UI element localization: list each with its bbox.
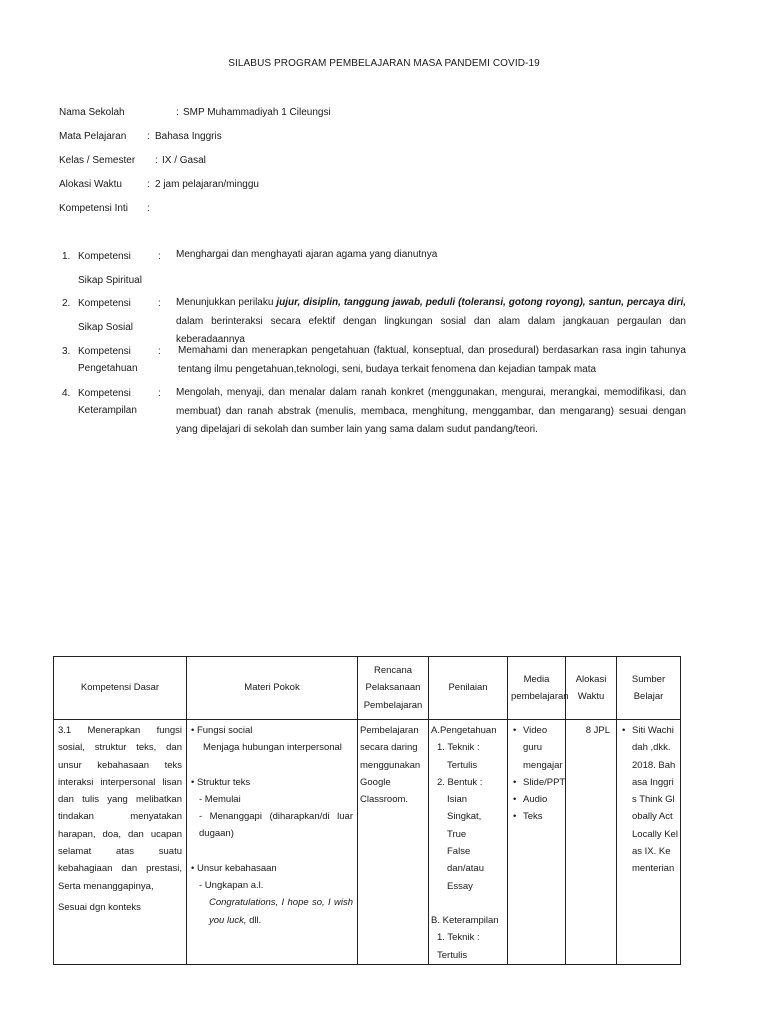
competency-3-type: Pengetahuan bbox=[78, 363, 138, 374]
competency-2-type: Sikap Sosial bbox=[78, 322, 134, 333]
assessment-knowledge-technique-value: Tertulis bbox=[447, 759, 478, 771]
school-name-value: SMP Muhammadiyah 1 Cileungsi bbox=[183, 107, 331, 118]
cell-main-material bbox=[187, 720, 358, 965]
header-assessment: Penilaian bbox=[429, 657, 508, 720]
time-allocation-value: 2 jam pelajaran/minggu bbox=[155, 179, 259, 190]
material-text-structure-title: Struktur teks bbox=[196, 776, 251, 788]
media-list bbox=[511, 722, 566, 826]
competency-4-description: Mengolah, menyaji, dan menalar dalam ranah konkret (menggunakan, mengurai, merangkai, memodifikasi, dan membuat) dan ranah abstrak (menulis, membaca, menghitung, menggambar, dan mengarang) sesuai dengan yang dipelajari di sekolah dan sumber lain yang sama dalam sudut pandang/teori. bbox=[176, 387, 686, 435]
assessment-skills-title: B. Keterampilan bbox=[431, 914, 499, 926]
assessment-knowledge-form: 2. Bentuk : bbox=[437, 776, 483, 788]
bullet-icon: • bbox=[191, 725, 195, 736]
class-semester-label: Kelas / Semester bbox=[59, 155, 136, 166]
syllabus-table bbox=[53, 656, 681, 965]
subject-label: Mata Pelajaran bbox=[59, 131, 127, 142]
competency-1-colon: : bbox=[158, 251, 161, 262]
page-title: SILABUS PROGRAM PEMBELAJARAN MASA PANDEMI COVID-19 bbox=[228, 58, 540, 69]
subject-colon: : bbox=[147, 131, 150, 142]
header-learning-media: Media pembelajaran bbox=[508, 657, 566, 720]
competency-1-number: 1. bbox=[62, 251, 71, 262]
source-list bbox=[620, 722, 678, 878]
competency-4-colon: : bbox=[158, 388, 161, 399]
lesson-plan-text: Pembelajaran secara daring menggunakan Google Classroom. bbox=[360, 725, 421, 806]
competency-2-desc-pre: Menunjukkan perilaku bbox=[176, 297, 277, 308]
cell-learning-media bbox=[508, 720, 566, 965]
competency-3-label: Kompetensi bbox=[78, 346, 131, 357]
cell-assessment bbox=[429, 720, 508, 965]
competency-3-colon: : bbox=[158, 346, 161, 357]
list-item: • Teks bbox=[511, 808, 563, 825]
material-social-function bbox=[191, 722, 353, 739]
core-competency-label: Kompetensi Inti bbox=[59, 203, 128, 214]
assessment-knowledge-technique: 1. Teknik : bbox=[437, 742, 480, 754]
competency-3-number: 3. bbox=[62, 346, 71, 357]
competency-1-type: Sikap Spiritual bbox=[78, 275, 142, 286]
competency-1-description: Menghargai dan menghayati ajaran agama yang dianutnya bbox=[176, 249, 438, 260]
material-language-features-title: Unsur kebahasaan bbox=[196, 862, 277, 874]
time-allocation-colon: : bbox=[147, 179, 150, 190]
material-language-examples bbox=[191, 894, 353, 929]
table-row bbox=[54, 720, 681, 965]
assessment-skills-technique: 1. Teknik : bbox=[437, 932, 480, 944]
header-lesson-plan: Rencana Pelaksanaan Pembelajaran bbox=[358, 657, 429, 720]
competency-2-label: Kompetensi bbox=[78, 298, 131, 309]
subject-value: Bahasa Inggris bbox=[155, 131, 222, 142]
list-item: • Slide/PPT bbox=[511, 774, 563, 791]
school-name-colon: : bbox=[176, 107, 179, 118]
cell-learning-source bbox=[617, 720, 681, 965]
header-time-allocation: Alokasi Waktu bbox=[566, 657, 617, 720]
competency-4-number: 4. bbox=[62, 388, 71, 399]
list-item: • Audio bbox=[511, 791, 563, 808]
list-item: • Siti Wachidah ,dkk. 2018. Bahasa Inggris Think Globally Act Locally Kelas IX. Kementerian bbox=[620, 722, 678, 878]
competency-2-colon: : bbox=[158, 298, 161, 309]
header-main-material: Materi Pokok bbox=[187, 657, 358, 720]
bullet-icon: • bbox=[191, 776, 195, 788]
cell-lesson-plan bbox=[358, 720, 429, 965]
material-language-features bbox=[191, 860, 353, 877]
assessment-knowledge-title: A.Pengetahuan bbox=[431, 725, 497, 736]
class-semester-colon: : bbox=[155, 155, 158, 166]
material-expression-tail: dll. bbox=[246, 914, 262, 926]
material-structure-item-2: - Menanggapi (diharapkan/di luar dugaan) bbox=[199, 811, 353, 840]
material-social-function-title: Fungsi social bbox=[196, 725, 253, 736]
time-allocation-value-cell: 8 JPL bbox=[585, 725, 610, 736]
school-name-label: Nama Sekolah bbox=[59, 107, 125, 118]
competency-2-desc-post: dalam berinteraksi secara efektif dengan lingkungan sosial dan alam dalam jangkauan pergaulan dan keberadaannya bbox=[176, 315, 686, 345]
class-semester-value: IX / Gasal bbox=[162, 155, 206, 166]
competency-1-label: Kompetensi bbox=[78, 251, 131, 262]
competency-2-number: 2. bbox=[62, 298, 71, 309]
competency-3-description: Memahami dan menerapkan pengetahuan (faktual, konseptual, dan prosedural) berdasarkan rasa ingin tahunya tentang ilmu pengetahuan,teknologi, seni, budaya terkait fenomena dan kejadian tampak mata bbox=[178, 345, 686, 375]
time-allocation-label: Alokasi Waktu bbox=[59, 179, 122, 190]
material-social-function-detail: Menjaga hubungan interpersonal bbox=[203, 742, 342, 754]
core-competency-colon: : bbox=[147, 203, 150, 214]
material-structure-item-1: - Memulai bbox=[199, 793, 241, 805]
competency-4-label: Kompetensi bbox=[78, 388, 131, 399]
assessment-knowledge-form-value: Isian Singkat, True False dan/atau Essay bbox=[447, 794, 484, 892]
competency-4-type: Keterampilan bbox=[78, 405, 137, 416]
basic-competency-context: Sesuai dgn konteks bbox=[58, 901, 141, 913]
material-language-item-1: - Ungkapan a.l. bbox=[199, 880, 264, 892]
material-text-structure bbox=[191, 774, 353, 791]
assessment-skills-technique-value: Tertulis bbox=[437, 949, 468, 961]
cell-basic-competency bbox=[54, 720, 187, 965]
header-basic-competency: Kompetensi Dasar bbox=[54, 657, 187, 720]
material-expression-examples: Congratulations, I hope so, I wish you luck, bbox=[209, 897, 353, 926]
list-item: • Video guru mengajar bbox=[511, 722, 563, 774]
cell-time-allocation bbox=[566, 720, 617, 965]
competency-2-desc-values: jujur, disiplin, tanggung jawab, peduli (toleransi, gotong royong), santun, percaya diri, bbox=[276, 297, 687, 308]
bullet-icon: • bbox=[191, 862, 195, 874]
header-learning-source: Sumber Belajar bbox=[617, 657, 681, 720]
table-header-row bbox=[54, 657, 681, 720]
basic-competency-text: 3.1 Menerapkan fungsi sosial, struktur teks, dan unsur kebahasaan teks interaksi interpersonal lisan dan tulis yang melibatkan tindakan menyatakan harapan, doa, dan ucapan selamat atas suatu kebahagiaan dan prestasi, Serta menanggapinya, bbox=[58, 725, 182, 892]
